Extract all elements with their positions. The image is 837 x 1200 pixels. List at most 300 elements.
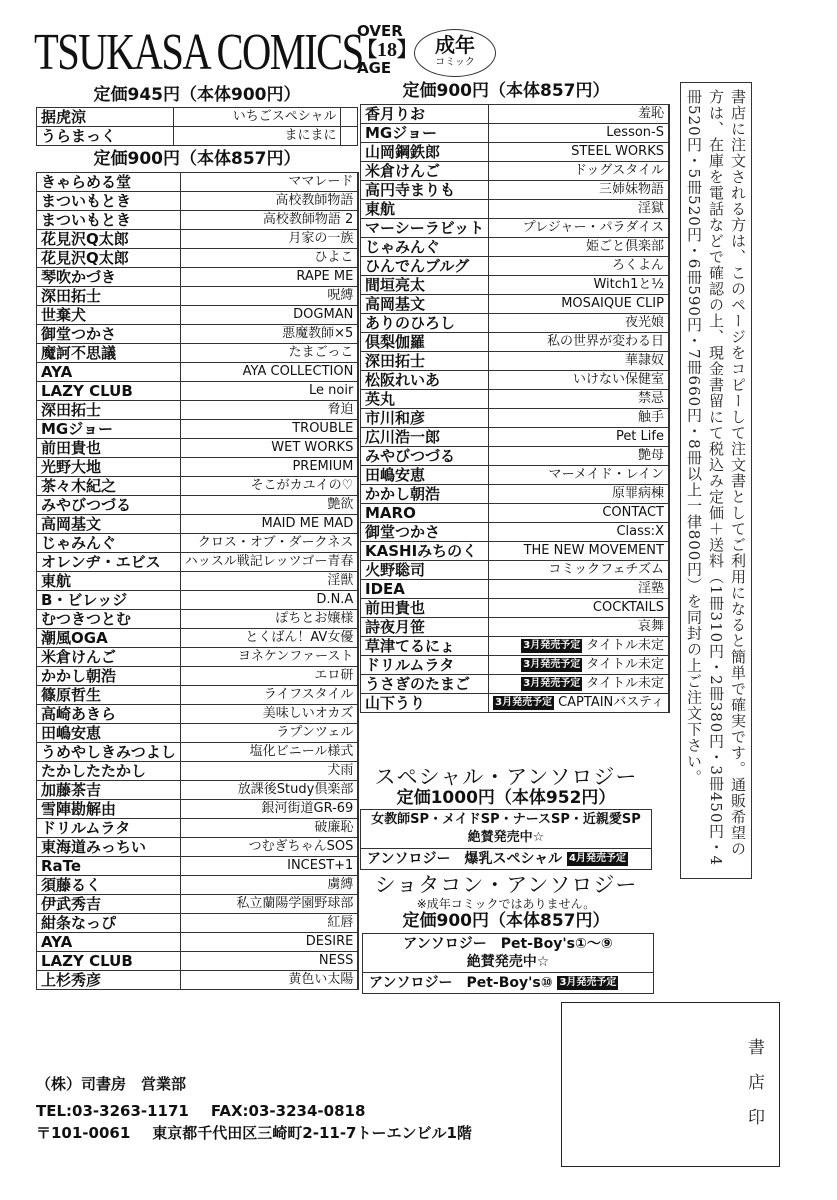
book-title: 犬雨 — [180, 762, 358, 781]
author-name: 潮風OGA — [37, 629, 181, 648]
book-title: 放課後Study倶楽部 — [180, 781, 358, 800]
catalog-row — [361, 637, 670, 656]
shotacon-anthology-note: ※成年コミックではありません。 — [416, 897, 596, 911]
author-name: 深田拓士 — [37, 401, 181, 420]
book-title: DESIRE — [180, 933, 358, 952]
order-checkbox-cell[interactable] — [358, 496, 359, 515]
adult-comic-badge — [414, 29, 496, 77]
catalog-row — [361, 181, 670, 200]
catalog-row — [361, 238, 670, 257]
author-name: みやびつづる — [361, 447, 489, 466]
order-checkbox-cell[interactable] — [358, 781, 359, 800]
catalog-row — [361, 143, 670, 162]
order-checkbox-cell[interactable] — [358, 686, 359, 705]
author-name: うめやしきみつよし — [37, 743, 181, 762]
book-title: MAID ME MAD — [180, 515, 358, 534]
catalog-row — [37, 705, 359, 724]
book-title: 紅唇 — [180, 914, 358, 933]
special-anthology-heading: スペシャル・アンソロジー — [374, 765, 638, 789]
catalog-row — [37, 496, 359, 515]
author-name: 花見沢Q太郎 — [37, 230, 181, 249]
book-title: 夜光娘 — [489, 314, 669, 333]
order-checkbox-cell[interactable] — [668, 466, 669, 485]
book-title: NESS — [180, 952, 358, 971]
catalog-row — [37, 325, 359, 344]
order-checkbox-cell[interactable] — [358, 553, 359, 572]
over-18-mark — [357, 24, 417, 76]
order-checkbox-cell[interactable] — [358, 838, 359, 857]
release-badge: 3月発売予定 — [559, 977, 617, 988]
catalog-row — [37, 249, 359, 268]
order-checkbox-cell[interactable] — [668, 314, 669, 333]
author-name: ありのひろし — [361, 314, 489, 333]
book-title: WET WORKS — [180, 439, 358, 458]
catalog-row — [37, 401, 359, 420]
book-title — [489, 694, 669, 713]
catalog-row — [361, 390, 670, 409]
book-title: 呪縛 — [180, 287, 358, 306]
phone-number: TEL:03-3263-1171 — [36, 1102, 189, 1120]
order-checkbox-cell[interactable] — [668, 523, 669, 542]
shotacon-anthology-row2 — [363, 973, 653, 993]
catalog-row — [361, 200, 670, 219]
book-title: THE NEW MOVEMENT — [489, 542, 669, 561]
special-anthology-price: 定価1000円（本体952円） — [396, 788, 616, 808]
bookstore-stamp-label: 書店印 — [744, 1038, 764, 1143]
order-checkbox-cell[interactable] — [668, 485, 669, 504]
order-checkbox-cell[interactable] — [668, 371, 669, 390]
author-name: 須藤るく — [37, 876, 181, 895]
order-checkbox-cell[interactable] — [358, 895, 359, 914]
catalog-row — [361, 314, 670, 333]
order-checkbox-cell[interactable] — [668, 580, 669, 599]
order-checkbox-cell[interactable] — [358, 268, 359, 287]
catalog-row — [361, 675, 670, 694]
book-title: つむぎちゃんSOS — [180, 838, 358, 857]
order-checkbox-cell[interactable] — [358, 610, 359, 629]
author-name: LAZY CLUB — [37, 952, 181, 971]
order-checkbox-cell[interactable] — [358, 648, 359, 667]
order-checkbox-cell[interactable] — [358, 344, 359, 363]
book-title: ドッグスタイル — [489, 162, 669, 181]
order-checkbox-cell[interactable] — [668, 143, 669, 162]
order-checkbox-cell[interactable] — [358, 952, 359, 971]
order-checkbox-cell[interactable] — [358, 591, 359, 610]
book-title: エロ研 — [180, 667, 358, 686]
catalog-row — [361, 124, 670, 143]
book-title: 艶母 — [489, 447, 669, 466]
catalog-row — [361, 162, 670, 181]
book-title: 華隷奴 — [489, 352, 669, 371]
book-title: 塩化ビニール様式 — [180, 743, 358, 762]
author-name: 高崎あきら — [37, 705, 181, 724]
order-checkbox-cell[interactable] — [358, 819, 359, 838]
company-name: （株）司書房 営業部 — [36, 1075, 187, 1093]
catalog-row — [37, 971, 359, 990]
book-title: AYA COLLECTION — [180, 363, 358, 382]
order-checkbox-cell[interactable] — [668, 219, 669, 238]
book-title: そこがカユイの♡ — [180, 477, 358, 496]
author-name: たかしたたかし — [37, 762, 181, 781]
order-checkbox-cell[interactable] — [668, 162, 669, 181]
order-checkbox-cell[interactable] — [668, 257, 669, 276]
author-name: 詩夜月笹 — [361, 618, 489, 637]
catalog-row — [37, 914, 359, 933]
author-name: 御堂つかさ — [361, 523, 489, 542]
order-checkbox-cell[interactable] — [358, 724, 359, 743]
catalog-row — [37, 306, 359, 325]
book-title: 哀舞 — [489, 618, 669, 637]
catalog-row — [37, 515, 359, 534]
catalog-row — [361, 694, 670, 713]
special-anthology-status: 絶賛発売中☆ — [467, 830, 545, 845]
order-checkbox-cell[interactable] — [668, 200, 669, 219]
book-title: 私立蘭陽学園野球部 — [180, 895, 358, 914]
book-title: ろくよん — [489, 257, 669, 276]
author-name: 紺条なっぴ — [37, 914, 181, 933]
catalog-row — [37, 363, 359, 382]
order-checkbox-cell[interactable] — [668, 504, 669, 523]
book-title: Pet Life — [489, 428, 669, 447]
book-title: CONTACT — [489, 504, 669, 523]
order-checkbox-cell[interactable] — [668, 447, 669, 466]
author-name: 琴吹かづき — [37, 268, 181, 287]
author-name: ドリルムラタ — [37, 819, 181, 838]
order-checkbox-cell[interactable] — [668, 599, 669, 618]
catalog-row — [361, 580, 670, 599]
author-name: IDEA — [361, 580, 489, 599]
catalog-row — [37, 800, 359, 819]
book-title: ハッスル戦記レッツゴー青春 — [180, 553, 358, 572]
order-checkbox-cell[interactable] — [358, 306, 359, 325]
order-checkbox-cell[interactable] — [358, 857, 359, 876]
author-name: 高岡基文 — [361, 295, 489, 314]
fax-number: FAX:03-3234-0818 — [210, 1102, 366, 1120]
author-name: 高円寺まりも — [361, 181, 489, 200]
order-checkbox-cell[interactable] — [358, 173, 359, 192]
order-checkbox-cell[interactable] — [341, 108, 358, 127]
catalog-row — [361, 352, 670, 371]
book-title — [489, 656, 669, 675]
order-checkbox-cell[interactable] — [358, 800, 359, 819]
book-title: ママレード — [180, 173, 358, 192]
author-name: ひんでんブルグ — [361, 257, 489, 276]
bookstore-stamp-box — [561, 1002, 780, 1167]
catalog-row — [37, 420, 359, 439]
author-name: うさぎのたまご — [361, 675, 489, 694]
catalog-row — [37, 439, 359, 458]
book-title: 月家の一族 — [180, 230, 358, 249]
catalog-row — [37, 477, 359, 496]
order-checkbox-cell[interactable] — [358, 705, 359, 724]
order-checkbox-cell[interactable] — [358, 363, 359, 382]
special-anthology-box — [360, 809, 652, 870]
order-checkbox-cell[interactable] — [358, 287, 359, 306]
catalog-row — [361, 466, 670, 485]
catalog-row — [37, 724, 359, 743]
author-name: 田嶋安恵 — [361, 466, 489, 485]
order-checkbox-cell[interactable] — [668, 238, 669, 257]
shotacon-anthology-heading: ショタコン・アンソロジー — [374, 873, 638, 897]
catalog-row — [37, 211, 359, 230]
author-name: 御堂つかさ — [37, 325, 181, 344]
author-name: 深田拓士 — [361, 352, 489, 371]
order-checkbox-cell[interactable] — [668, 656, 669, 675]
author-name: じゃみんぐ — [361, 238, 489, 257]
book-title: いけない保健室 — [489, 371, 669, 390]
book-title: PREMIUM — [180, 458, 358, 477]
order-checkbox-cell[interactable] — [358, 249, 359, 268]
catalog-row — [361, 447, 670, 466]
catalog-row — [361, 485, 670, 504]
order-checkbox-cell[interactable] — [358, 458, 359, 477]
catalog-row — [361, 371, 670, 390]
catalog-row — [37, 610, 359, 629]
catalog-row — [37, 876, 359, 895]
catalog-row — [37, 667, 359, 686]
book-title: 三姉妹物語 — [489, 181, 669, 200]
over-label: OVER — [357, 22, 403, 40]
order-checkbox-cell[interactable] — [358, 382, 359, 401]
order-checkbox-cell[interactable] — [668, 276, 669, 295]
book-title: STEEL WORKS — [489, 143, 669, 162]
order-checkbox-cell[interactable] — [358, 192, 359, 211]
order-checkbox-cell[interactable] — [668, 105, 669, 124]
catalog-row — [361, 599, 670, 618]
order-checkbox-cell[interactable] — [341, 127, 358, 146]
order-checkbox-cell[interactable] — [358, 401, 359, 420]
author-name: MARO — [361, 504, 489, 523]
catalog-row — [361, 428, 670, 447]
age-label: AGE — [357, 59, 392, 77]
shotacon-anthology-titles: アンソロジー Pet-Boy's①〜⑨ — [403, 936, 613, 952]
author-name: 松阪れいあ — [361, 371, 489, 390]
author-name: うらまっく — [37, 127, 174, 146]
order-checkbox-cell[interactable] — [358, 572, 359, 591]
book-title: 破廉恥 — [180, 819, 358, 838]
book-title: 私の世界が変わる日 — [489, 333, 669, 352]
order-checkbox-cell[interactable] — [668, 428, 669, 447]
catalog-row — [37, 781, 359, 800]
order-checkbox-cell[interactable] — [668, 352, 669, 371]
order-checkbox-cell[interactable] — [668, 637, 669, 656]
adult-badge-big: 成年 — [435, 33, 475, 57]
author-name: 加藤茶吉 — [37, 781, 181, 800]
catalog-row — [37, 127, 358, 146]
author-name: 据虎涼 — [37, 108, 174, 127]
book-title: 美味しいオカズ — [180, 705, 358, 724]
order-checkbox-cell[interactable] — [358, 933, 359, 952]
catalog-row — [361, 276, 670, 295]
mid-price-900: 定価900円（本体857円） — [402, 81, 610, 101]
book-title: 脅迫 — [180, 401, 358, 420]
order-checkbox-cell[interactable] — [358, 971, 359, 990]
order-checkbox-cell[interactable] — [358, 914, 359, 933]
release-badge: 3月発売予定 — [495, 696, 553, 708]
book-title: 悪魔教師×5 — [180, 325, 358, 344]
catalog-row — [37, 933, 359, 952]
order-checkbox-cell[interactable] — [668, 694, 669, 713]
catalog-row — [37, 108, 358, 127]
author-name: AYA — [37, 933, 181, 952]
left-price-900: 定価900円（本体857円） — [93, 149, 301, 169]
book-title: 黄色い太陽 — [180, 971, 358, 990]
book-title: マーメイド・レイン — [489, 466, 669, 485]
order-checkbox-cell[interactable] — [358, 477, 359, 496]
catalog-row — [37, 553, 359, 572]
book-title: 羞恥 — [489, 105, 669, 124]
book-title: 淫塾 — [489, 580, 669, 599]
author-name: 雪陣勘解由 — [37, 800, 181, 819]
catalog-row — [361, 504, 670, 523]
author-name: 広川浩一郎 — [361, 428, 489, 447]
catalog-row — [37, 952, 359, 971]
order-checkbox-cell[interactable] — [668, 390, 669, 409]
book-title: クロス・オブ・ダークネス — [180, 534, 358, 553]
order-checkbox-cell[interactable] — [668, 333, 669, 352]
author-name: 米倉けんご — [361, 162, 489, 181]
author-name: 田嶋安恵 — [37, 724, 181, 743]
author-name: LAZY CLUB — [37, 382, 181, 401]
order-checkbox-cell[interactable] — [358, 211, 359, 230]
order-checkbox-cell[interactable] — [358, 420, 359, 439]
author-name: じゃみんぐ — [37, 534, 181, 553]
release-badge: 3月発売予定 — [523, 658, 581, 670]
author-name: 深田拓士 — [37, 287, 181, 306]
book-title: MOSAIQUE CLIP — [489, 295, 669, 314]
author-name: 草津てるにょ — [361, 637, 489, 656]
author-name: 篠原哲生 — [37, 686, 181, 705]
release-badge: 3月発売予定 — [523, 639, 581, 651]
special-anthology-title2: アンソロジー 爆乳スペシャル — [367, 851, 563, 867]
author-name: まついもとき — [37, 211, 181, 230]
left-table-900 — [36, 172, 359, 990]
author-name: 高岡基文 — [37, 515, 181, 534]
author-name: 東海道みっちい — [37, 838, 181, 857]
special-anthology-row2 — [361, 849, 651, 869]
adult-badge-small: コミック — [435, 57, 475, 68]
author-name: むつきつとむ — [37, 610, 181, 629]
order-checkbox-cell[interactable] — [358, 325, 359, 344]
catalog-row — [37, 686, 359, 705]
brand-title: TSUKASA COMICS — [34, 24, 363, 81]
book-title: 淫獣 — [180, 572, 358, 591]
author-name: 前田貴也 — [37, 439, 181, 458]
order-checkbox-cell[interactable] — [668, 561, 669, 580]
book-title-text: タイトル未定 — [586, 676, 664, 691]
author-name: 世棄犬 — [37, 306, 181, 325]
book-title: ひよこ — [180, 249, 358, 268]
book-title: いちごスペシャル — [174, 108, 341, 127]
author-name: 火野聡司 — [361, 561, 489, 580]
catalog-row — [361, 523, 670, 542]
author-name: 市川和彦 — [361, 409, 489, 428]
order-checkbox-cell[interactable] — [358, 439, 359, 458]
order-checkbox-cell[interactable] — [358, 762, 359, 781]
book-title: 淫獄 — [489, 200, 669, 219]
order-checkbox-cell[interactable] — [358, 230, 359, 249]
catalog-row — [37, 192, 359, 211]
author-name: マーシーラビット — [361, 219, 489, 238]
author-name: 東航 — [37, 572, 181, 591]
order-checkbox-cell[interactable] — [358, 743, 359, 762]
book-title — [489, 675, 669, 694]
author-name: 茶々木紀之 — [37, 477, 181, 496]
catalog-row — [361, 618, 670, 637]
author-name: 間垣亮太 — [361, 276, 489, 295]
catalog-row — [37, 382, 359, 401]
book-title: 艶欲 — [180, 496, 358, 515]
catalog-row — [361, 656, 670, 675]
order-checkbox-cell[interactable] — [358, 515, 359, 534]
left-price-945: 定価945円（本体900円） — [93, 85, 301, 105]
age-18-label: 【18】 — [357, 39, 417, 61]
book-title: COCKTAILS — [489, 599, 669, 618]
order-notice: 書店に注文される方は、このページをコピーして注文書としてご利用になると簡単で確実です。通販希望の方は、在庫を電話などで確認の上、現金書留にて税込み定価＋送料（1冊310円・2冊380円・3冊450円・4冊520円・5冊520円・6冊590円・7冊660円・8冊以上一律800円）を同封の上ご注文下さい。 — [680, 82, 752, 879]
order-checkbox-cell[interactable] — [668, 295, 669, 314]
author-name: 山岡鋼鉄郎 — [361, 143, 489, 162]
catalog-row — [37, 629, 359, 648]
author-name: 香月りお — [361, 105, 489, 124]
author-name: 上杉秀彦 — [37, 971, 181, 990]
order-checkbox-cell[interactable] — [668, 618, 669, 637]
shotacon-anthology-status: 絶賛発売中☆ — [466, 954, 550, 970]
author-name: オレンヂ・エビス — [37, 553, 181, 572]
postal-code: 〒101-0061 — [36, 1124, 131, 1142]
author-name: ドリルムラタ — [361, 656, 489, 675]
order-checkbox-cell[interactable] — [668, 675, 669, 694]
book-title: とくばん！AV女優 — [180, 629, 358, 648]
catalog-row — [37, 344, 359, 363]
mid-table-900 — [360, 104, 670, 713]
book-title: ラプンツェル — [180, 724, 358, 743]
street-address: 東京都千代田区三崎町2-11-7トーエンビル1階 — [152, 1124, 472, 1142]
release-badge: 4月発売予定 — [569, 853, 627, 864]
author-name: MGジョー — [361, 124, 489, 143]
order-checkbox-cell[interactable] — [358, 667, 359, 686]
order-checkbox-cell[interactable] — [358, 876, 359, 895]
catalog-row — [37, 838, 359, 857]
catalog-row — [37, 268, 359, 287]
book-title-text: タイトル未定 — [586, 638, 664, 653]
order-checkbox-cell[interactable] — [668, 409, 669, 428]
book-title: 高校教師物語 2 — [180, 211, 358, 230]
author-name: 光野大地 — [37, 458, 181, 477]
book-title: ライフスタイル — [180, 686, 358, 705]
shotacon-anthology-title2: アンソロジー Pet-Boy's⑩ — [369, 975, 553, 991]
author-name: きゃらめる堂 — [37, 173, 181, 192]
author-name: 山下うり — [361, 694, 489, 713]
order-checkbox-cell[interactable] — [358, 629, 359, 648]
book-title: RAPE ME — [180, 268, 358, 287]
catalog-row — [361, 542, 670, 561]
order-checkbox-cell[interactable] — [668, 124, 669, 143]
book-title — [489, 637, 669, 656]
catalog-row — [37, 895, 359, 914]
catalog-row — [37, 230, 359, 249]
book-title: 姫ごと倶楽部 — [489, 238, 669, 257]
order-checkbox-cell[interactable] — [668, 181, 669, 200]
shotacon-anthology-row1 — [363, 934, 653, 973]
catalog-row — [361, 105, 670, 124]
book-title: コミックフェチズム — [489, 561, 669, 580]
book-title: INCEST+1 — [180, 857, 358, 876]
order-checkbox-cell[interactable] — [668, 542, 669, 561]
book-title: 虜縛 — [180, 876, 358, 895]
author-name: 伊武秀吉 — [37, 895, 181, 914]
order-checkbox-cell[interactable] — [358, 534, 359, 553]
book-title: 銀河街道GR-69 — [180, 800, 358, 819]
